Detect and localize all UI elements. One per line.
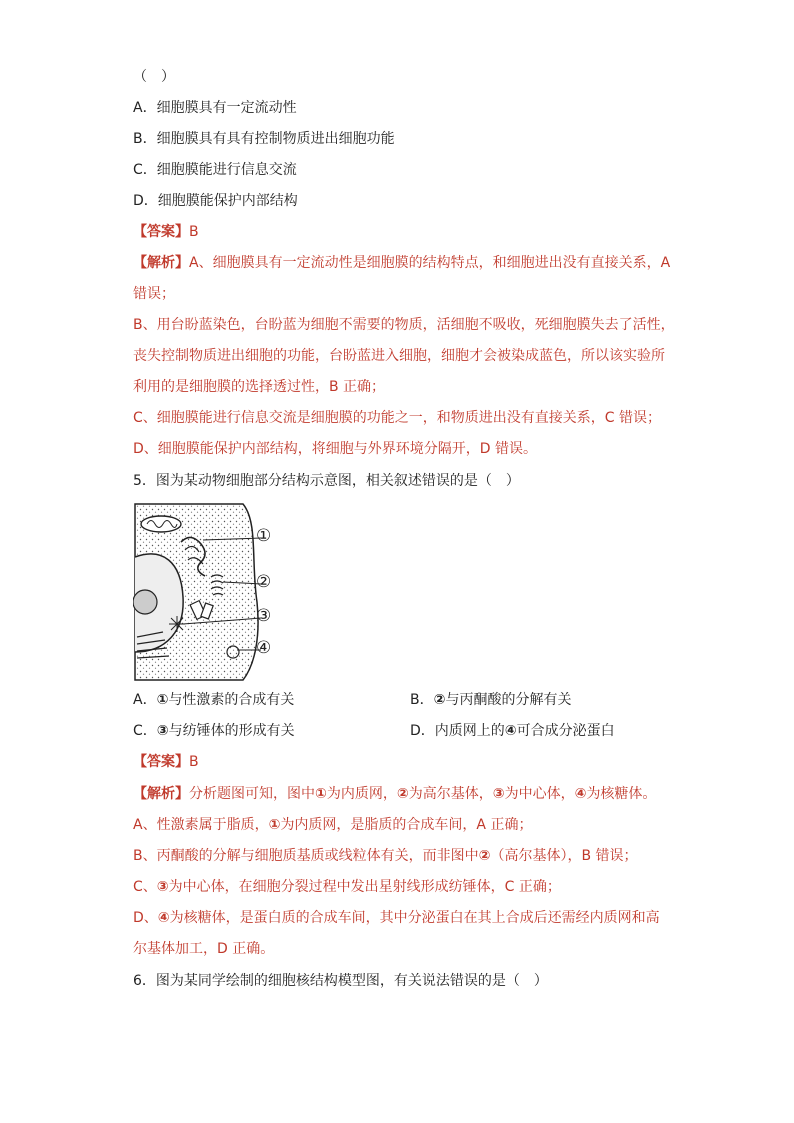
q4-analysis-line-2: 错误； bbox=[133, 286, 175, 302]
q4-paren: （ ） bbox=[133, 69, 175, 85]
q5-answer: 【答案】B bbox=[133, 754, 199, 770]
q5-analysis-line-d2: 尔基体加工，D 正确。 bbox=[133, 941, 275, 957]
q4-analysis-line-4: 丧失控制物质进出细胞的功能，台盼蓝进入细胞，细胞才会被染成蓝色，所以该实验所 bbox=[133, 348, 665, 364]
figure-label-3: ③ bbox=[256, 606, 272, 626]
figure-label-2: ② bbox=[256, 572, 272, 592]
q5-option-b: B．②与丙酮酸的分解有关 bbox=[410, 692, 572, 708]
q5-analysis-line-a: A、性激素属于脂质，①为内质网，是脂质的合成车间，A 正确； bbox=[133, 817, 533, 833]
answer-tag: 【答案】 bbox=[133, 224, 189, 240]
q4-analysis-line-5: 利用的是细胞膜的选择透过性，B 正确； bbox=[133, 379, 386, 395]
q5-analysis-line-1: 【解析】分析题图可知，图中①为内质网，②为高尔基体，③为中心体，④为核糖体。 bbox=[133, 786, 657, 802]
nucleolus-shape bbox=[133, 590, 157, 614]
analysis-text: A、细胞膜具有一定流动性是细胞膜的结构特点，和细胞进出没有直接关系，A bbox=[189, 255, 671, 271]
centriole-aster bbox=[169, 616, 185, 632]
q5-option-d: D．内质网上的④可合成分泌蛋白 bbox=[410, 723, 615, 739]
q5-analysis-line-c: C、③为中心体，在细胞分裂过程中发出星射线形成纺锤体，C 正确； bbox=[133, 879, 561, 895]
figure-label-4: ④ bbox=[256, 638, 272, 658]
q4-analysis-line-1 bbox=[133, 254, 670, 272]
q4-analysis-line-7: D、细胞膜能保护内部结构，将细胞与外界环境分隔开，D 错误。 bbox=[133, 441, 538, 457]
analysis-tag: 【解析】 bbox=[133, 255, 189, 271]
q5-stem: 5．图为某动物细胞部分结构示意图，相关叙述错误的是（ ） bbox=[133, 473, 520, 489]
q4-option-d: D．细胞膜能保护内部结构 bbox=[133, 193, 298, 209]
q6-stem: 6．图为某同学绘制的细胞核结构模型图，有关说法错误的是（ ） bbox=[133, 973, 548, 989]
q4-answer bbox=[133, 223, 199, 241]
q4-analysis-line-3: B、用台盼蓝染色，台盼蓝为细胞不需要的物质，活细胞不吸收，死细胞膜失去了活性， bbox=[133, 317, 675, 333]
q5-option-a: A．①与性激素的合成有关 bbox=[133, 692, 295, 708]
figure-label-1: ① bbox=[256, 526, 272, 546]
answer-value: B bbox=[189, 224, 199, 240]
q4-analysis-line-6: C、细胞膜能进行信息交流是细胞膜的功能之一，和物质进出没有直接关系，C 错误； bbox=[133, 410, 661, 426]
q4-option-a: A．细胞膜具有一定流动性 bbox=[133, 100, 297, 116]
q5-analysis-line-b: B、丙酮酸的分解与细胞质基质或线粒体有关，而非图中②（高尔基体），B 错误； bbox=[133, 848, 638, 864]
q4-option-c: C．细胞膜能进行信息交流 bbox=[133, 162, 297, 178]
q4-option-b: B．细胞膜具有具有控制物质进出细胞功能 bbox=[133, 131, 395, 147]
q5-analysis-line-d1: D、④为核糖体，是蛋白质的合成车间，其中分泌蛋白在其上合成后还需经内质网和高 bbox=[133, 910, 660, 926]
q5-option-c: C．③与纺锤体的形成有关 bbox=[133, 723, 295, 739]
